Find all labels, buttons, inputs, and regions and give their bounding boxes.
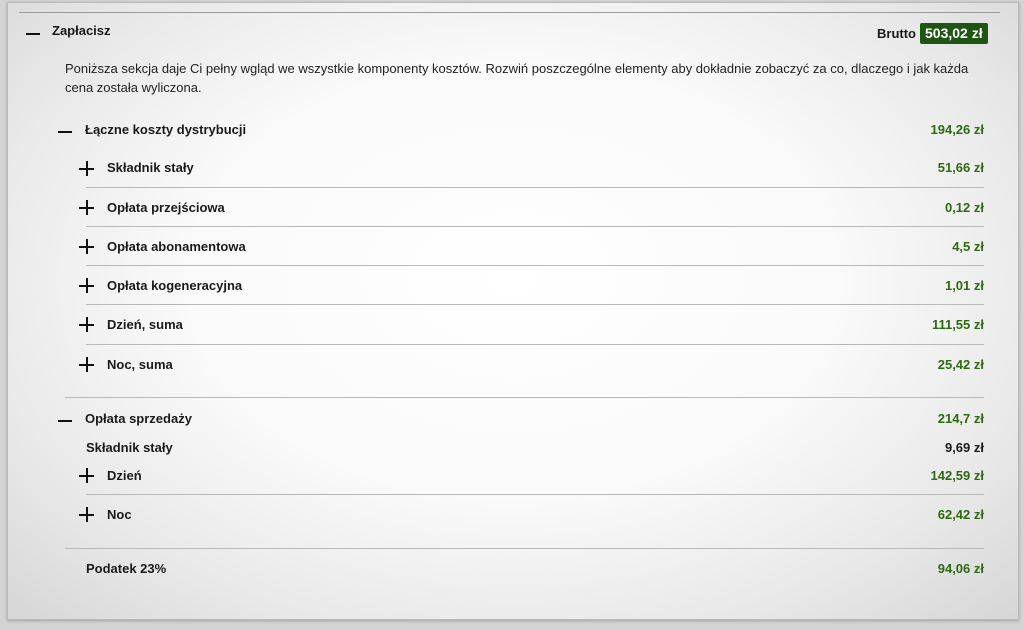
- sales-group-label[interactable]: Opłata sprzedaży: [85, 411, 192, 426]
- list-item-amount: 0,12 zł: [944, 200, 984, 215]
- expand-plus-icon[interactable]: [79, 200, 94, 215]
- sales-fixed-amount: 9,69 zł: [944, 440, 984, 455]
- tax-amount: 94,06 zł: [937, 561, 984, 576]
- brutto-total-badge: 503,02 zł: [920, 23, 988, 44]
- sales-group-total: 214,7 zł: [937, 411, 984, 426]
- expand-plus-icon[interactable]: [79, 468, 94, 483]
- row-divider: [86, 226, 984, 227]
- list-item-amount: 111,55 zł: [931, 317, 984, 332]
- group-divider: [65, 397, 984, 398]
- brutto-label: Brutto: [877, 26, 916, 41]
- section-description: Poniższa sekcja daje Ci pełny wgląd we wszystkie komponenty kosztów. Rozwiń poszczególne elementy aby dokładnie zobaczyć za co, dlaczego i jak każda cena została wyliczona.: [65, 61, 969, 95]
- list-item-amount: 62,42 zł: [937, 507, 984, 522]
- list-item-label[interactable]: Składnik stały: [107, 160, 194, 175]
- list-item-amount: 51,66 zł: [937, 160, 984, 175]
- collapse-icon[interactable]: [58, 131, 72, 133]
- row-divider: [86, 304, 984, 305]
- row-divider: [86, 265, 984, 266]
- expand-plus-icon[interactable]: [79, 278, 94, 293]
- section-title[interactable]: Zapłacisz: [52, 23, 111, 38]
- list-item-label[interactable]: Opłata przejściowa: [107, 200, 225, 215]
- expand-plus-icon[interactable]: [79, 317, 94, 332]
- list-item-label[interactable]: Noc, suma: [107, 357, 173, 372]
- list-item-label[interactable]: Opłata kogeneracyjna: [107, 278, 243, 293]
- list-item-label[interactable]: Dzień, suma: [107, 317, 183, 332]
- collapse-icon[interactable]: [58, 420, 72, 422]
- sales-fixed-label: Składnik stały: [86, 440, 173, 455]
- row-divider: [86, 344, 984, 345]
- expand-plus-icon[interactable]: [79, 161, 94, 176]
- expand-plus-icon[interactable]: [79, 357, 94, 372]
- list-item-label[interactable]: Noc: [107, 507, 132, 522]
- collapse-icon[interactable]: [26, 33, 40, 35]
- distribution-group-label[interactable]: Łączne koszty dystrybucji: [85, 122, 247, 137]
- top-divider: [19, 12, 1000, 13]
- list-item-label[interactable]: Dzień: [107, 468, 142, 483]
- group-divider: [65, 548, 984, 549]
- list-item-amount: 4,5 zł: [952, 239, 984, 254]
- list-item-amount: 142,59 zł: [930, 468, 984, 483]
- row-divider: [86, 187, 984, 188]
- row-divider: [86, 494, 984, 495]
- tax-label: Podatek 23%: [86, 561, 167, 576]
- expand-plus-icon[interactable]: [79, 239, 94, 254]
- distribution-group-total: 194,26 zł: [930, 122, 984, 137]
- list-item-label[interactable]: Opłata abonamentowa: [107, 239, 246, 254]
- list-item-amount: 25,42 zł: [937, 357, 984, 372]
- expand-plus-icon[interactable]: [79, 507, 94, 522]
- list-item-amount: 1,01 zł: [944, 278, 984, 293]
